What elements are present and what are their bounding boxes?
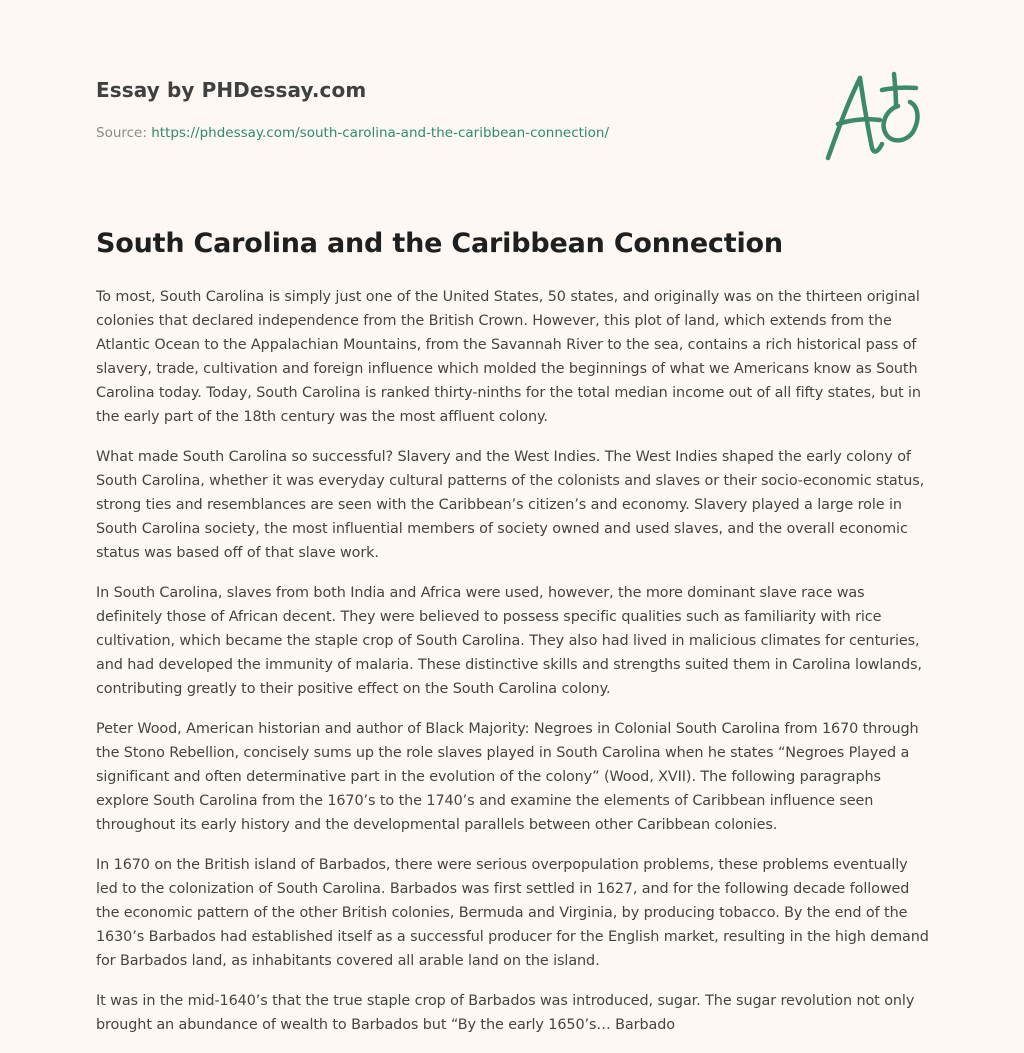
source-line — [96, 122, 796, 144]
essay-body — [96, 285, 932, 1053]
essay-header — [96, 72, 796, 144]
essay-paragraph: To most, South Carolina is simply just one of the United States, 50 states, and originally was on the thirteen original colonies that declared independence from the British Crown. However, this plot of land, which extends from the Atlantic Ocean to the Appalachian Mountains, from the Savannah River to the sea, contains a rich historical pass of slavery, trade, cultivation and foreign influence which molded the beginnings of what we Americans know as South Carolina today. Today, South Carolina is ranked thirty-ninths for the total median income out of all fifty states, but in the early part of the 18th century was the most affluent colony. — [96, 289, 921, 425]
essay-paragraph: In 1670 on the British island of Barbados, there were serious overpopulation problems, these problems eventually led to the colonization of South Carolina. Barbados was first settled in 1627, and for the following decade followed the economic pattern of the other British colonies, Bermuda and Virginia, by producing tobacco. By the end of the 1630’s Barbados had established itself as a successful producer for the English market, resulting in the high demand for Barbados land, as inhabitants covered all arable land on the island. — [96, 857, 929, 969]
site-brand: Essay by PHDessay.com — [96, 78, 367, 102]
essay-paragraph: In South Carolina, slaves from both India and Africa were used, however, the more dominant slave race was definitely those of African decent. They were believed to possess specific qualities such as familiarity with rice cultivation, which became the staple crop of South Carolina. They also had lived in malicious climates for centuries, and had developed the immunity of malaria. These distinctive skills and strengths suited them in Carolina lowlands, contributing greatly to their positive effect on the South Carolina colony. — [96, 585, 922, 697]
essay-paragraph: Peter Wood, American historian and author of Black Majority: Negroes in Colonial South Carolina from 1670 through the Stono Rebellion, concisely sums up the role slaves played in South Carolina when he states “Negroes Played a significant and often determinative part in the evolution of the colony” (Wood, XVII). The following paragraphs explore South Carolina from the 1670’s to the 1740’s and examine the elements of Caribbean influence seen throughout its early history and the developmental parallels between other Caribbean colonies. — [96, 721, 919, 833]
a-plus-grade-icon — [816, 66, 932, 166]
source-label: Source: — [96, 125, 152, 141]
essay-title: South Carolina and the Caribbean Connection — [96, 228, 783, 259]
source-link[interactable]: https://phdessay.com/south-carolina-and-the-caribbean-connection/ — [151, 125, 610, 141]
essay-paragraph: What made South Carolina so successful? Slavery and the West Indies. The West Indies shaped the early colony of South Carolina, whether it was everyday cultural patterns of the colonists and slaves or their socio-economic status, strong ties and resemblances are seen with the Caribbean’s citizen’s and economy. Slavery played a large role in South Carolina society, the most influential members of society owned and used slaves, and the overall economic status was based off of that slave work. — [96, 449, 925, 561]
essay-paragraph: It was in the mid-1640’s that the true staple crop of Barbados was introduced, sugar. The sugar revolution not only brought an abundance of wealth to Barbados but “By the early 1650’s… Barbado — [96, 993, 915, 1033]
